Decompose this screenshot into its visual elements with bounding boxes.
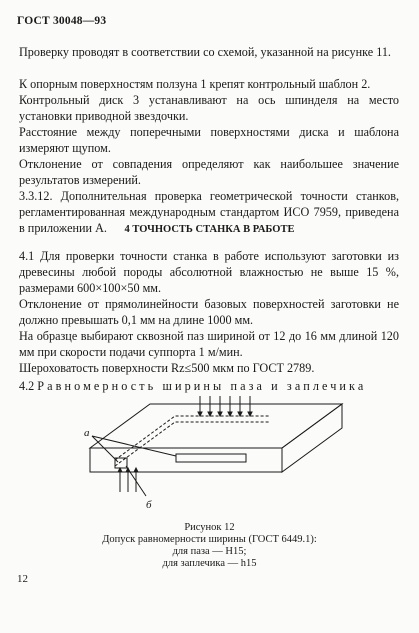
page-number: 12 xyxy=(17,573,28,585)
slot-opening xyxy=(176,454,246,462)
paragraph: Расстояние между поперечными поверхностями диска и шаблона измеряют щупом. xyxy=(19,125,399,155)
leader-a xyxy=(92,436,118,462)
document-header: ГОСТ 30048—93 xyxy=(17,15,107,27)
clause-4-2 xyxy=(19,378,399,394)
caption-subtitle: Допуск равномерности ширины (ГОСТ 6449.1): xyxy=(102,534,317,545)
clause-number: 4.2 xyxy=(19,379,35,393)
figure-12-drawing xyxy=(80,396,350,514)
paragraph: К опорным поверхностям ползуна 1 крепят контрольный шаблон 2. xyxy=(19,77,371,91)
caption-title: Рисунок 12 xyxy=(184,522,235,533)
paragraph: Отклонение от совпадения определяют как наибольшее значение результатов измерений. xyxy=(19,157,399,187)
paragraph: 3.3.12. Дополнительная проверка геометрической точности станков, регламентированная международным стандартом ИСО 7959, приведена в приложении А. xyxy=(19,189,399,235)
paragraph: Проверку проводят в соответствии со схемой, указанной на рисунке 11. xyxy=(19,45,391,59)
caption-line: для паза — H15; xyxy=(172,546,247,557)
measurement-arrows xyxy=(118,396,252,492)
caption-line: для заплечика — h15 xyxy=(162,558,257,569)
paragraph: 4.1 Для проверки точности станка в работе используют заготовки из древесины любой породы абсолютной влажностью не выше 15 %, размерами 600×100×50 мм. xyxy=(19,249,399,295)
block-top-face xyxy=(90,404,342,448)
section-title: 4 ТОЧНОСТЬ СТАНКА В РАБОТЕ xyxy=(124,224,295,235)
paragraph: Шероховатость поверхности Rz≤500 мкм по ГОСТ 2789. xyxy=(19,361,315,375)
paragraph: Отклонение от прямолинейности базовых поверхностей заготовки не должно превышать 0,1 мм на длине 1000 мм. xyxy=(19,297,399,327)
block-right-face xyxy=(282,404,342,472)
slot-hidden-lines xyxy=(115,416,270,460)
clause-title: Равномерность ширины паза и заплечика xyxy=(37,379,367,393)
label-a: а xyxy=(84,427,90,439)
paragraph: На образце выбирают сквозной паз шириной от 12 до 16 мм длиной 120 мм при скорости подачи суппорта 1 м/мин. xyxy=(19,329,399,359)
label-b: б xyxy=(146,499,152,511)
paragraph: Контрольный диск 3 устанавливают на ось шпинделя на место установки приводной звездочки. xyxy=(19,93,399,123)
shoulder-recess xyxy=(115,458,127,468)
